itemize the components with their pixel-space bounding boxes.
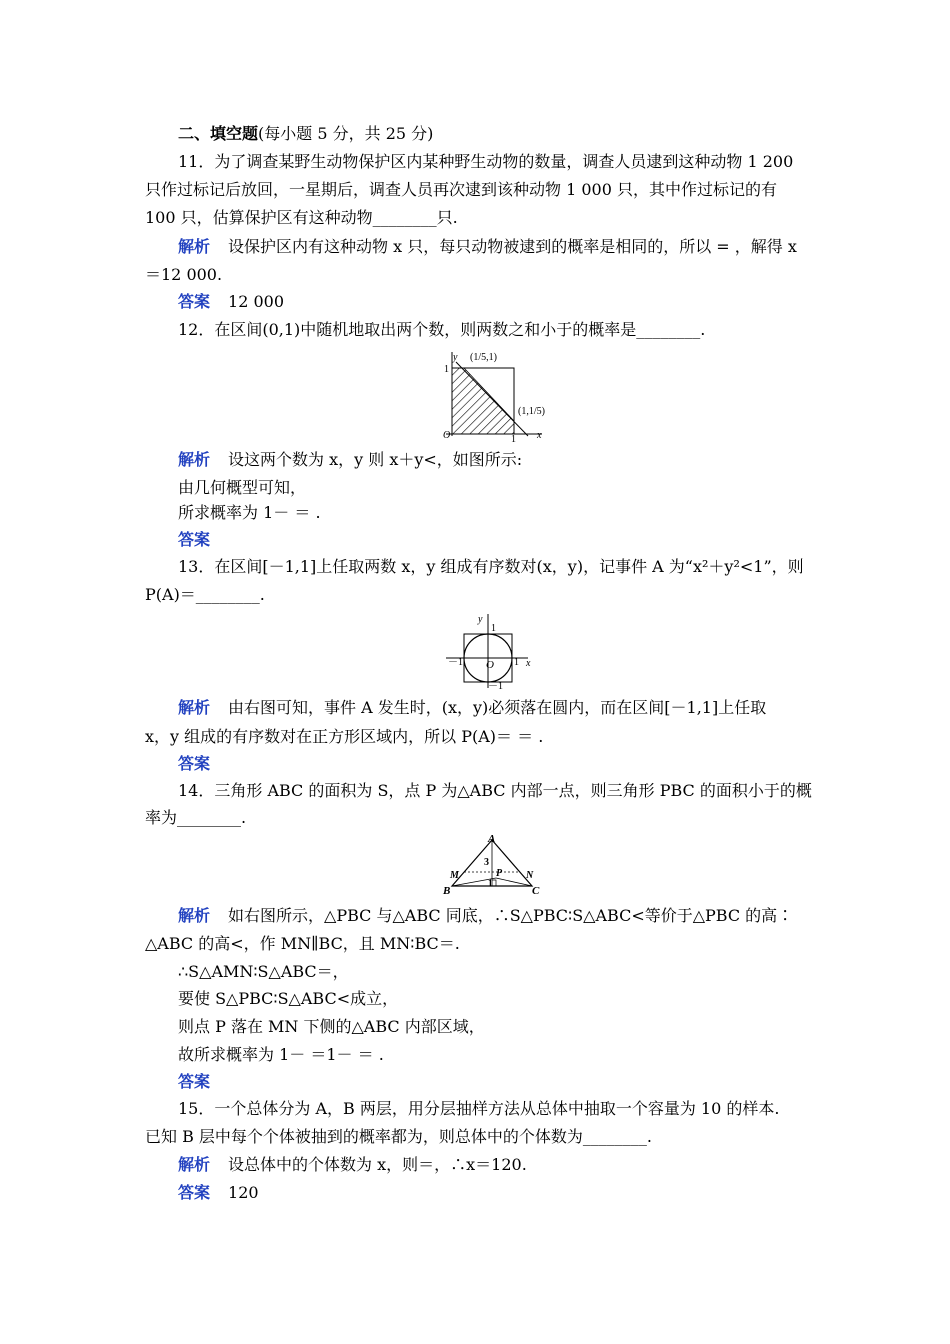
- x-neg-one-label: －1: [448, 657, 463, 668]
- answer-label: 答案: [178, 1183, 211, 1202]
- q11-solution-2: ＝12 000.: [145, 265, 223, 284]
- y-axis-label: y: [478, 614, 483, 625]
- label-3: 3: [484, 857, 489, 868]
- q11-solution-text: 设保护区内有这种动物 x 只，每只动物被逮到的概率是相同的，所以 = ，解得 x: [228, 237, 797, 256]
- q13-answer: [178, 754, 228, 774]
- q13-solution-2: x，y 组成的有序数对在正方形区域内，所以 P(A)＝ ＝ .: [145, 727, 544, 746]
- q12-solution-1: [178, 450, 522, 470]
- section-heading: [178, 124, 433, 144]
- q12-figure: [430, 346, 560, 444]
- label-1: 1: [488, 878, 493, 888]
- point-n: N: [526, 870, 534, 881]
- x-axis-label: x: [526, 658, 531, 669]
- vertex-c: C: [532, 885, 540, 896]
- q15-solution-text: 设总体中的个体数为 x，则＝，∴x＝120.: [228, 1155, 527, 1174]
- q15-line-2: 已知 B 层中每个个体被抽到的概率都为，则总体中的个体数为________.: [145, 1127, 653, 1146]
- q11-solution-1: [178, 237, 797, 257]
- solution-label: 解析: [178, 1155, 211, 1174]
- q14-solution-6: 故所求概率为 1－ ＝1－ ＝ .: [178, 1045, 384, 1064]
- solution-label: 解析: [178, 698, 211, 717]
- origin-label: O: [486, 659, 494, 671]
- x-pos-one-label: 1: [514, 657, 519, 668]
- q15-line-1: 15．一个总体分为 A，B 两层，用分层抽样方法从总体中抽取一个容量为 10 的样本.: [178, 1099, 780, 1118]
- vertex-a: A: [488, 834, 496, 845]
- origin-label: O: [443, 430, 451, 441]
- q12-solution-2: 由几何概型可知，: [178, 478, 307, 497]
- right-angle-mark: [492, 880, 496, 886]
- section-note: (每小题 5 分，共 25 分): [258, 124, 434, 143]
- y-axis-label: y: [453, 352, 458, 363]
- q14-solution-3: ∴S△AMN∶S△ABC＝，: [178, 962, 349, 981]
- solution-label: 解析: [178, 237, 211, 256]
- q13-figure: [446, 610, 536, 690]
- y-one-label: 1: [444, 364, 449, 375]
- q12-answer: [178, 530, 228, 550]
- y-pos-one-label: 1: [491, 623, 496, 634]
- q12-solution-3: 所求概率为 1－ ＝ .: [178, 503, 321, 522]
- answer-label: 答案: [178, 1072, 211, 1091]
- x-axis-label: x: [537, 430, 542, 441]
- q14-figure: [440, 834, 544, 896]
- q15-solution-1: [178, 1155, 527, 1175]
- q11-answer: [178, 292, 284, 312]
- vertex-b: B: [443, 885, 451, 896]
- q14-solution-4: 要使 S△PBC∶S△ABC<成立，: [178, 989, 399, 1008]
- q14-solution-1: [145, 906, 808, 926]
- x-one-label: 1: [511, 434, 516, 444]
- q14-solution-2: △ABC 的高<，作 MN∥BC，且 MN∶BC＝.: [145, 934, 460, 953]
- top-point-label: (1/5,1): [470, 352, 497, 363]
- y-neg-one-label: －1: [488, 681, 503, 690]
- q11-line-2: 只作过标记后放回，一星期后，调查人员再次逮到该种动物 1 000 只，其中作过标记的有: [145, 180, 777, 199]
- answer-label: 答案: [178, 292, 211, 311]
- q13-line-2: P(A)＝________.: [145, 585, 265, 604]
- point-p: P: [496, 868, 503, 879]
- q14-answer: [178, 1072, 228, 1092]
- solution-label: 解析: [178, 906, 211, 925]
- q12-line-1: 12．在区间(0,1)中随机地取出两个数，则两数之和小于的概率是________.: [178, 320, 706, 339]
- solution-label: 解析: [178, 450, 211, 469]
- answer-label: 答案: [178, 754, 211, 773]
- q13-solution-1: [145, 698, 808, 718]
- q12-solution-text: 设这两个数为 x，y 则 x＋y<，如图所示:: [228, 450, 523, 469]
- q14-line-2: 率为________.: [145, 808, 247, 827]
- section-title: 二、填空题: [178, 124, 259, 143]
- q13-solution-text: 由右图可知，事件 A 发生时，(x，y)必须落在圆内，而在区间[－1,1]上任取: [228, 698, 767, 717]
- shaded-region: [452, 368, 514, 434]
- right-point-label: (1,1/5): [518, 406, 545, 417]
- q14-line-1: 14．三角形 ABC 的面积为 S，点 P 为△ABC 内部一点，则三角形 PBC 的面积小于的概: [178, 781, 812, 800]
- q11-line-3: 100 只，估算保护区有这种动物________只.: [145, 208, 458, 227]
- q15-answer: [178, 1183, 259, 1203]
- point-m: M: [450, 870, 459, 881]
- answer-label: 答案: [178, 530, 211, 549]
- q14-solution-text: 如右图所示，△PBC 与△ABC 同底，∴S△PBC∶S△ABC<等价于△PBC 的高∶: [228, 906, 794, 925]
- q13-line-1: 13．在区间[－1,1]上任取两数 x，y 组成有序数对(x，y)，记事件 A 为“x²＋y²<1”，则: [178, 557, 804, 576]
- q11-answer-value: 12 000: [228, 292, 284, 311]
- q15-answer-value: 120: [228, 1183, 259, 1202]
- q11-line-1: 11．为了调查某野生动物保护区内某种野生动物的数量，调查人员逮到这种动物 1 200: [178, 152, 794, 171]
- q14-solution-5: 则点 P 落在 MN 下侧的△ABC 内部区域，: [178, 1017, 485, 1036]
